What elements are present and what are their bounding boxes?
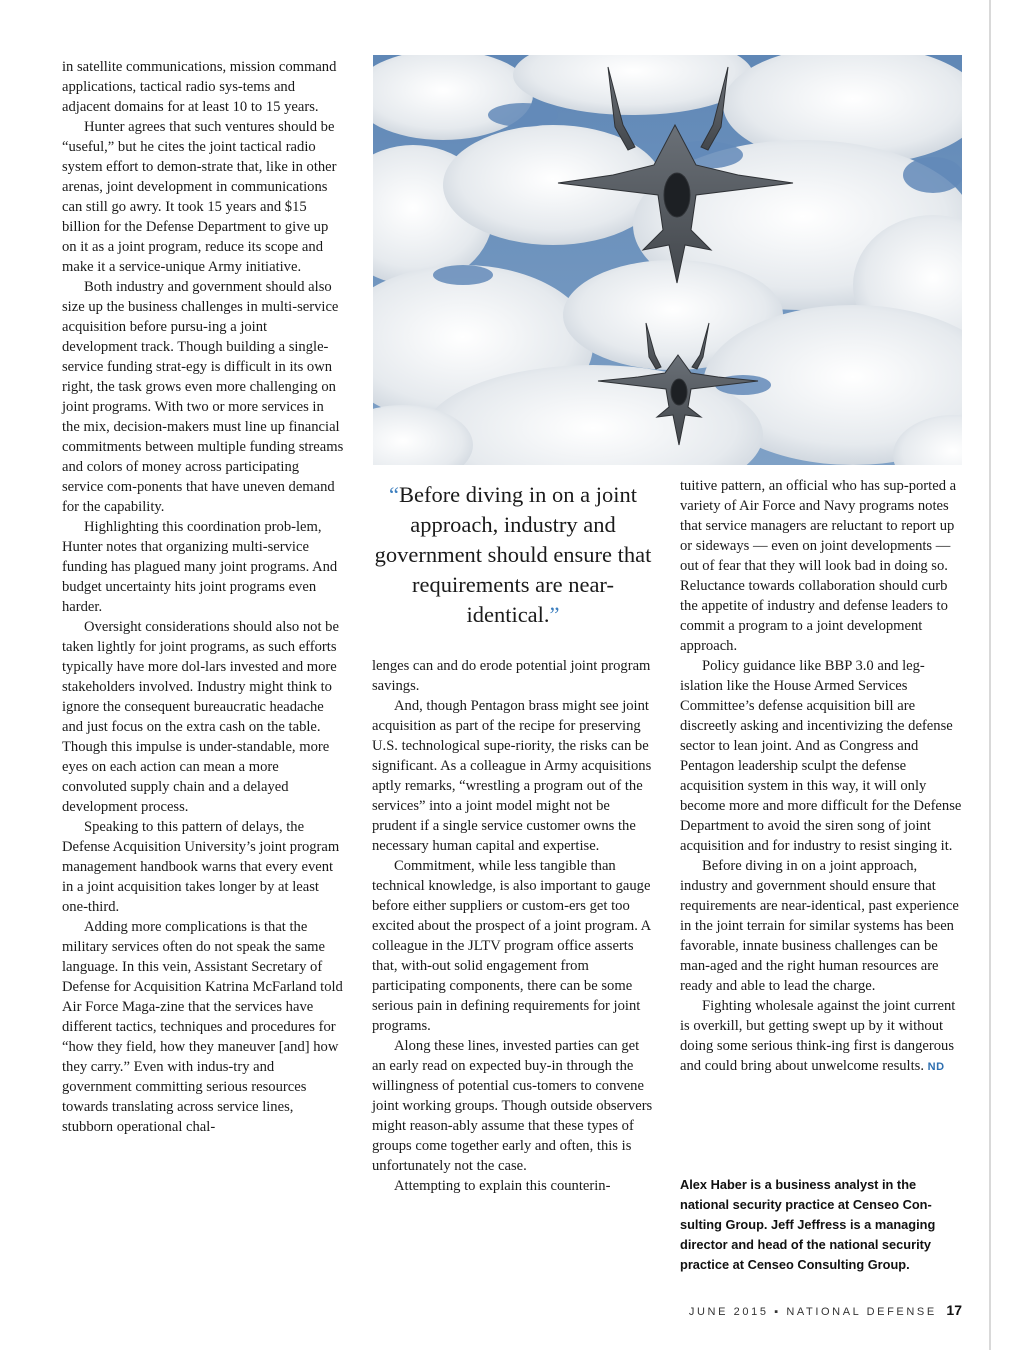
paragraph: Along these lines, invested parties can get an early read on expected buy-in through the willingness of potential cus-tomers to convene joint working groups. Though outside observers might reason-ably assume that these types of groups come together early and often, this is unfortunately not the case. <box>372 1038 653 1174</box>
page-number: 17 <box>946 1302 962 1318</box>
pull-quote-open-mark: “ <box>388 482 399 507</box>
fighter-jets-photo <box>373 55 962 465</box>
paragraph: in satellite communications, mission command applications, tactical radio sys-tems and adjacent domains for at least 10 to 15 years. <box>62 59 337 115</box>
paragraph: Policy guidance like BBP 3.0 and leg-islation like the House Armed Services Committee’s defense acquisition bill are discreetly asking and incentivizing the defense sector to lean joint. And as Congress and Pentagon leadership sculpt the defense acquisition system in this way, it will only become more and more difficult for the Defense Department to avoid the siren song of joint acquisition and for industry to resist singing it. <box>680 658 962 854</box>
footer-issue: JUNE 2015 <box>688 1306 769 1318</box>
page-footer <box>689 1302 962 1318</box>
nd-end-mark: ND <box>927 1061 945 1073</box>
pull-quote-close-mark: ” <box>549 602 560 627</box>
paragraph: Highlighting this coordination prob-lem, Hunter notes that organizing multi-service funding has plagued many joint programs. And budget uncertainty hits joint programs even harder. <box>62 519 338 615</box>
pull-quote <box>370 480 656 630</box>
article-column-2 <box>372 656 654 1196</box>
pull-quote-text: Before diving in on a joint approach, industry and government should ensure that requirements are near-identical. <box>374 482 652 627</box>
paragraph: Commitment, while less tangible than technical knowledge, is also important to gauge before either suppliers or custom-ers get too excited about the prospect of a joint program. A colleague in the JLTV program office asserts that, with-out solid engagement from participating components, there can be some serious pain in defining requirements for joint programs. <box>372 858 651 1034</box>
paragraph: Before diving in on a joint approach, industry and government should ensure that requirements are near-identical, past experience in the joint terrain for similar systems has been favorable, innate business challenges can be man-aged and the right human resources are ready and able to lead the charge. <box>680 858 959 994</box>
paragraph: tuitive pattern, an official who has sup-ported a variety of Air Force and Navy programs notes that service managers are reluctant to report up or sideways — even on joint developments — out of fear that they will look bad in doing so. Reluctance towards collaboration should curb the appetite of industry and defense leaders to commit a program to a joint development approach. <box>680 478 957 654</box>
article-column-3 <box>680 476 964 1077</box>
footer-separator: ▪ <box>774 1306 781 1318</box>
page-edge-line <box>989 0 991 1350</box>
paragraph: Attempting to explain this counterin- <box>394 1178 611 1194</box>
paragraph: Oversight considerations should also not be taken lightly for joint programs, as such efforts typically have more dol-lars invested and more stakeholders involved. Industry might think to ignore the consequent bureaucratic headache and just focus on the extra cash on the table. Though this impulse is under-standable, more eyes on each action can mean a more convoluted supply chain and a delayed development process. <box>62 619 339 815</box>
footer-publication: NATIONAL DEFENSE <box>786 1306 937 1318</box>
paragraph: Adding more complications is that the military services often do not speak the same language. In this vein, Assistant Secretary of Defense for Acquisition Katrina McFarland told Air Force Maga-zine that the services have different tactics, techniques and procedures for “how they field, how they maneuver [and] how they carry.” Even with indus-try and government committing serious resources towards translating across service lines, stubborn operational chal- <box>62 919 343 1135</box>
paragraph: lenges can and do erode potential joint program savings. <box>372 658 651 694</box>
closing-paragraph-text: Fighting wholesale against the joint current is overkill, but getting swept up by it without doing some serious think-ing first is dangerous and could bring about unwelcome results. <box>680 998 956 1074</box>
author-bio: Alex Haber is a business analyst in the national security practice at Censeo Con-sulting Group. Jeff Jeffress is a managing director and head of the national security practice at Censeo Consulting Group. <box>680 1177 936 1272</box>
paragraph: Speaking to this pattern of delays, the Defense Acquisition University’s joint program management handbook warns that every event in a joint acquisition takes longer by at least one-third. <box>62 819 340 915</box>
paragraph: And, though Pentagon brass might see joint acquisition as part of the recipe for preserving U.S. technological supe-riority, the risks can be significant. As a colleague in Army acquisitions aptly remarks, “wrestling a program out of the services” into a joint model might not be prudent if a single service customer owns the necessary human capital and expertise. <box>372 698 652 854</box>
paragraph: Hunter agrees that such ventures should be “useful,” but he cites the joint tactical radio system effort to demon-strate that, like in other arenas, joint development in communications can still go awry. It took 15 years and $15 billion for the Defense Department to give up on it as a joint program, reduce its scope and make it a service-unique Army initiative. <box>62 119 337 275</box>
closing-paragraph <box>680 996 964 1077</box>
paragraph: Both industry and government should also size up the business challenges in multi-service acquisition before pursu-ing a joint development track. Though building a single-service funding strat-egy is difficult in its own right, the task grows even more challenging on joint programs. With two or more services in the mix, decision-makers must line up financial commitments between multiple funding streams and colors of money across participating service com-ponents that have uneven demand for the capability. <box>62 279 344 515</box>
article-column-1 <box>62 57 344 1137</box>
